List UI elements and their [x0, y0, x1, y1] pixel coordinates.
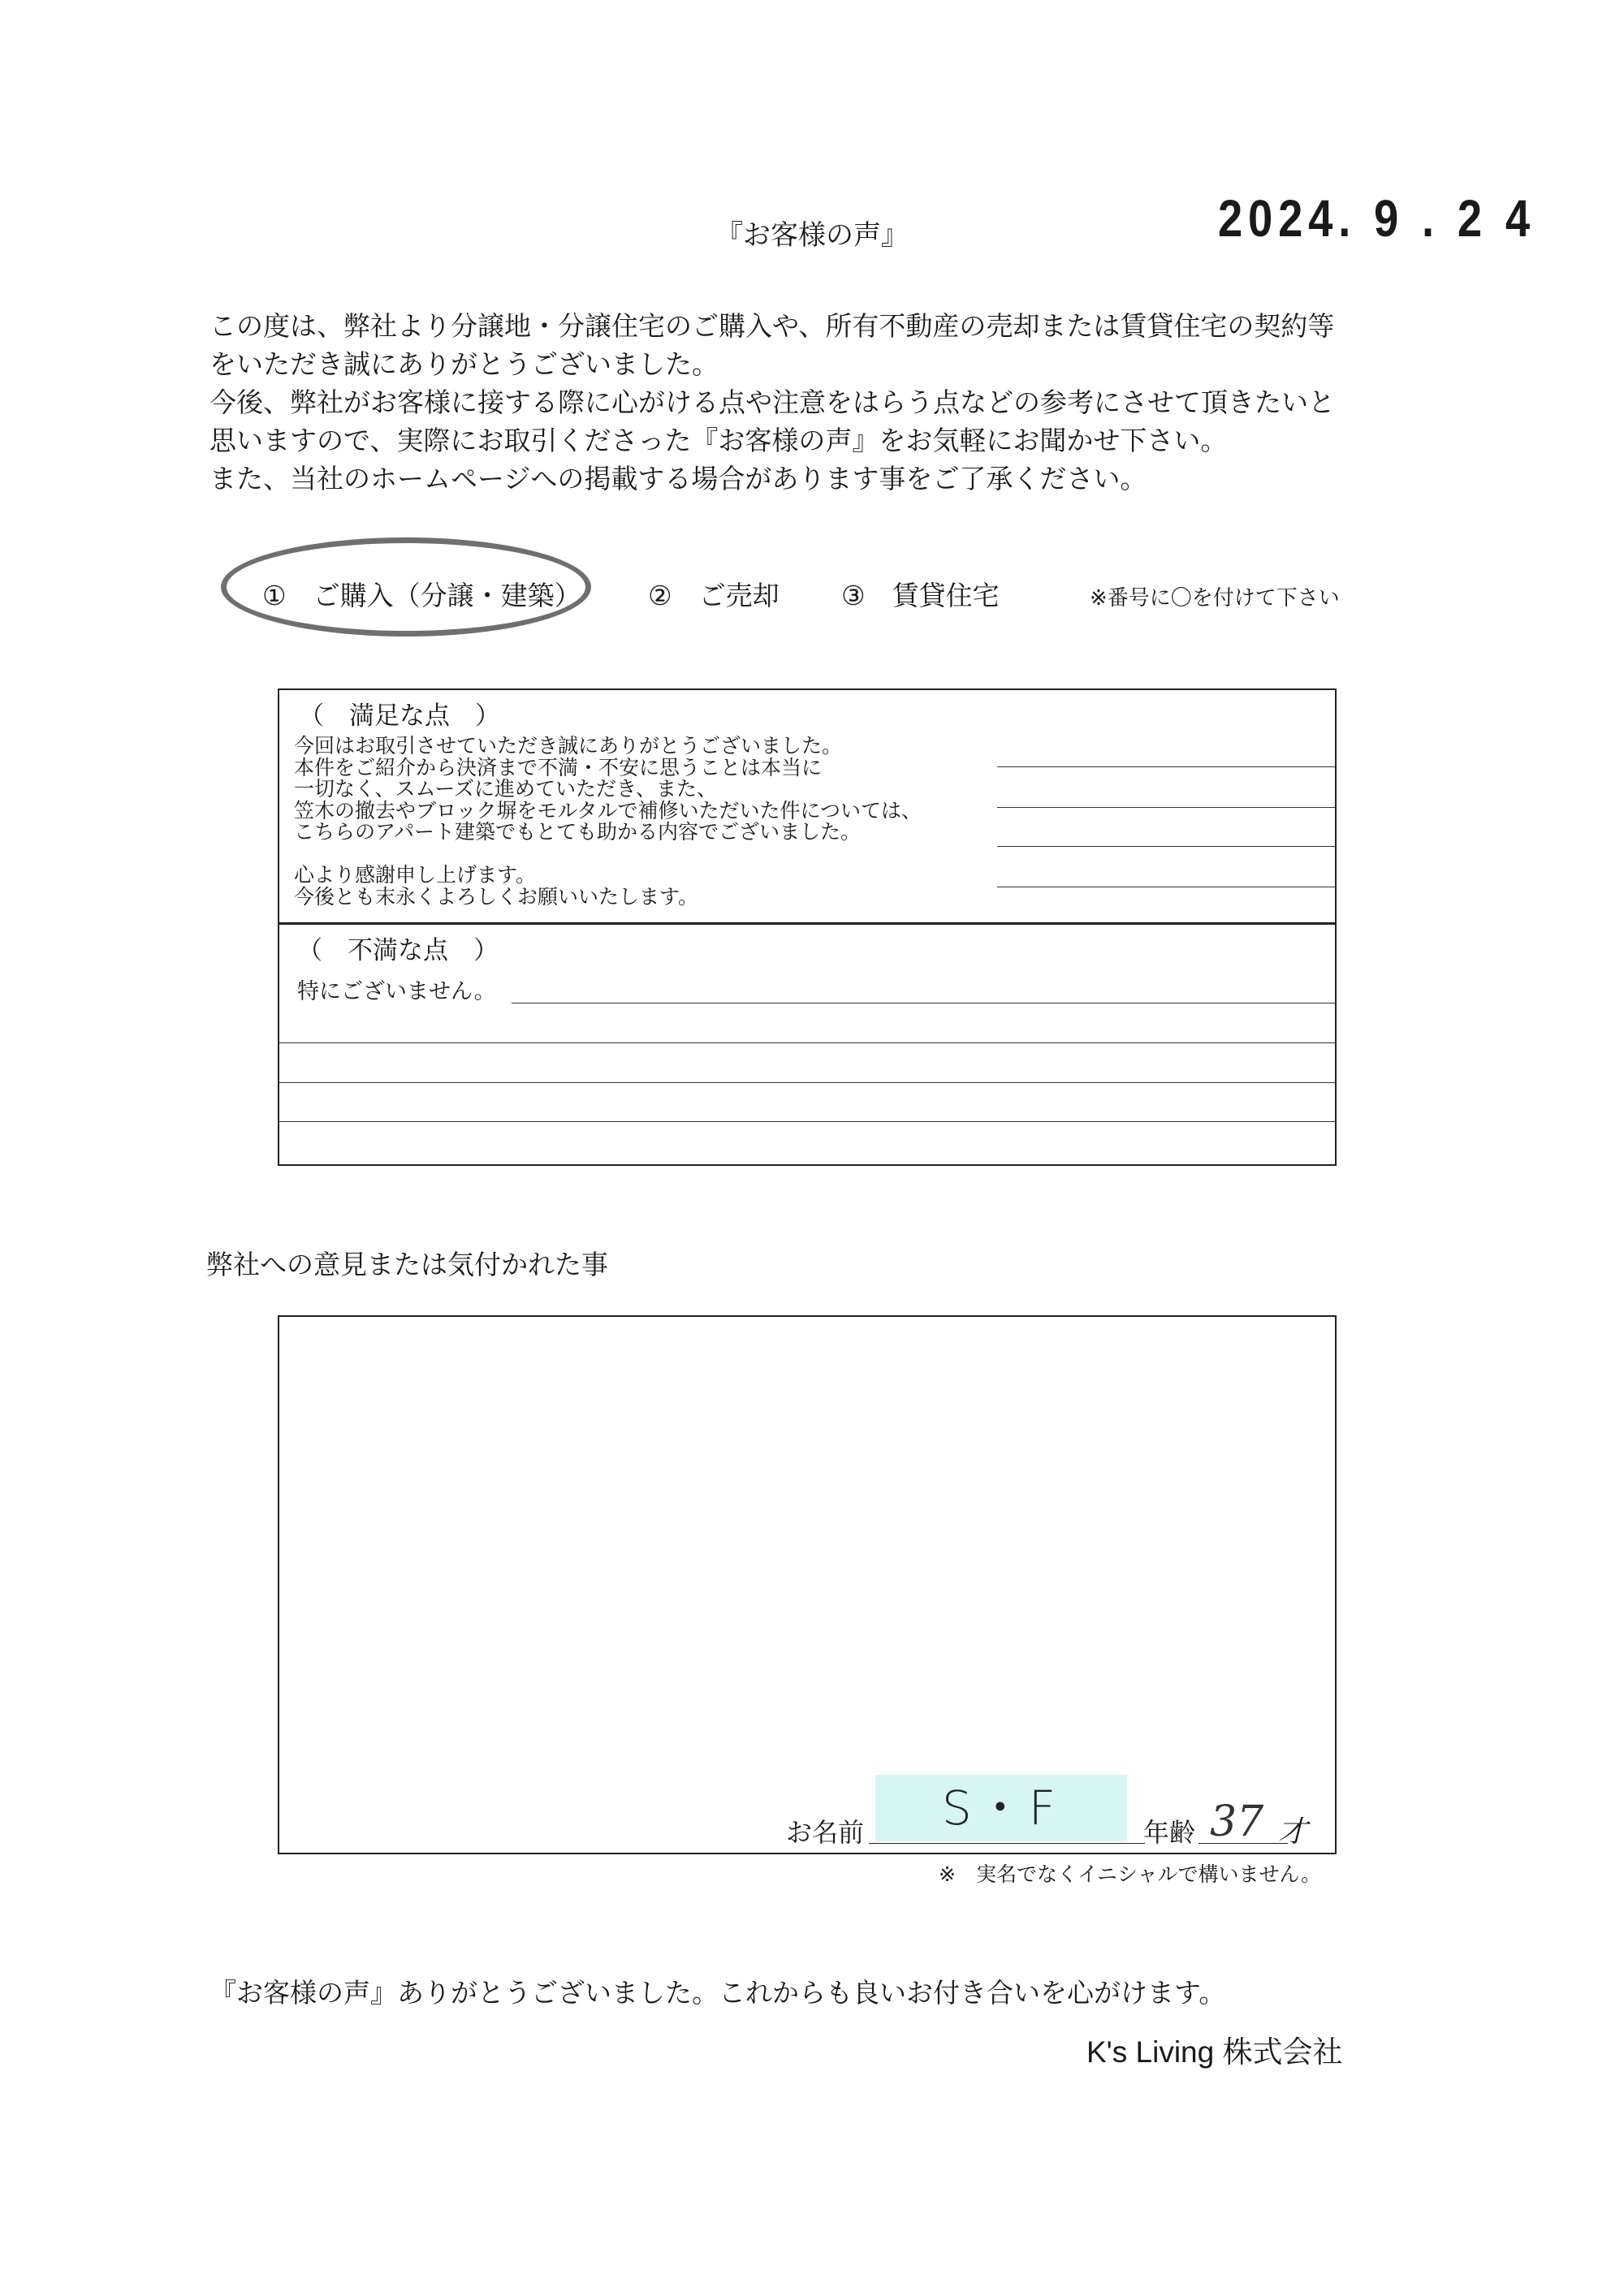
writing-line: [279, 1121, 1335, 1122]
unsatisfied-label: （ 不満な点 ）: [297, 936, 499, 965]
unsatisfied-points-box: [278, 924, 1337, 1166]
name-underline: [869, 1843, 1145, 1844]
comment-line: 今後とも末永くよろしくお願いいたします。: [294, 884, 699, 908]
opinion-label: 弊社への意見または気付かれた事: [206, 1249, 608, 1280]
intro-line: この度は、弊社より分譲地・分譲住宅のご購入や、所有不動産の売却または賃貸住宅の契約等: [209, 310, 1335, 342]
initial-note: ※ 実名でなくイニシャルで構いません。: [939, 1862, 1321, 1886]
name-value[interactable]: S・F: [941, 1780, 1061, 1836]
age-value[interactable]: 37: [1210, 1798, 1264, 1846]
intro-line: 思いますので、実際にお取引くださった『お客様の声』をお気軽にお聞かせ下さい。: [209, 425, 1228, 456]
company-name: K's Living 株式会社: [1086, 2035, 1343, 2069]
option-purchase[interactable]: ① ご購入（分譲・建築）: [262, 580, 581, 611]
option-rental[interactable]: ③ 賃貸住宅: [841, 580, 1000, 611]
age-underline: [1199, 1843, 1288, 1844]
transaction-type-options: [209, 575, 1427, 615]
satisfied-comment: [294, 736, 922, 908]
age-unit: 才: [1278, 1815, 1308, 1849]
intro-line: 今後、弊社がお客様に接する際に心がける点や注意をはらう点などの参考にさせて頂きたいと: [209, 386, 1335, 418]
unsatisfied-comment: 特にございません。: [297, 979, 496, 1004]
writing-line: [997, 766, 1335, 767]
intro-paragraph: [209, 307, 1387, 498]
handwritten-date: 2024. 9 . 2 4: [1218, 189, 1535, 248]
opinion-box[interactable]: [278, 1315, 1337, 1854]
comment-line: 心より感謝申し上げます。: [294, 863, 537, 887]
comment-line: 一切なく、スムーズに進めていただき、また、: [294, 777, 718, 801]
comment-line: 笠木の撤去やブロック塀をモルタルで補修いただいた件については、: [294, 798, 922, 822]
options-note: ※番号に〇を付けて下さい: [1090, 586, 1340, 611]
satisfied-points-box: [278, 688, 1337, 924]
form-title: 『お客様の声』: [715, 219, 909, 252]
writing-line: [997, 846, 1335, 847]
closing-message: 『お客様の声』ありがとうございました。これからも良いお付き合いを心がけます。: [209, 1977, 1226, 2009]
writing-line: [279, 1082, 1335, 1083]
intro-line: また、当社のホームページへの掲載する場合があります事をご了承ください。: [209, 463, 1147, 494]
age-label: 年齢: [1143, 1817, 1196, 1848]
writing-line: [279, 1042, 1335, 1043]
option-sale[interactable]: ② ご売却: [648, 580, 780, 611]
intro-line: をいただき誠にありがとうございました。: [209, 348, 719, 380]
name-label: お名前: [786, 1817, 865, 1848]
comment-line: こちらのアパート建築でもとても助かる内容でございました。: [294, 820, 862, 844]
comment-line: [294, 844, 922, 865]
writing-line: [997, 807, 1335, 808]
comment-line: 本件をご紹介から決済まで不満・不安に思うことは本当に: [294, 755, 823, 779]
comment-line: 今回はお取引させていただき誠にありがとうございました。: [294, 734, 843, 757]
satisfied-label: （ 満足な点 ）: [299, 701, 500, 731]
